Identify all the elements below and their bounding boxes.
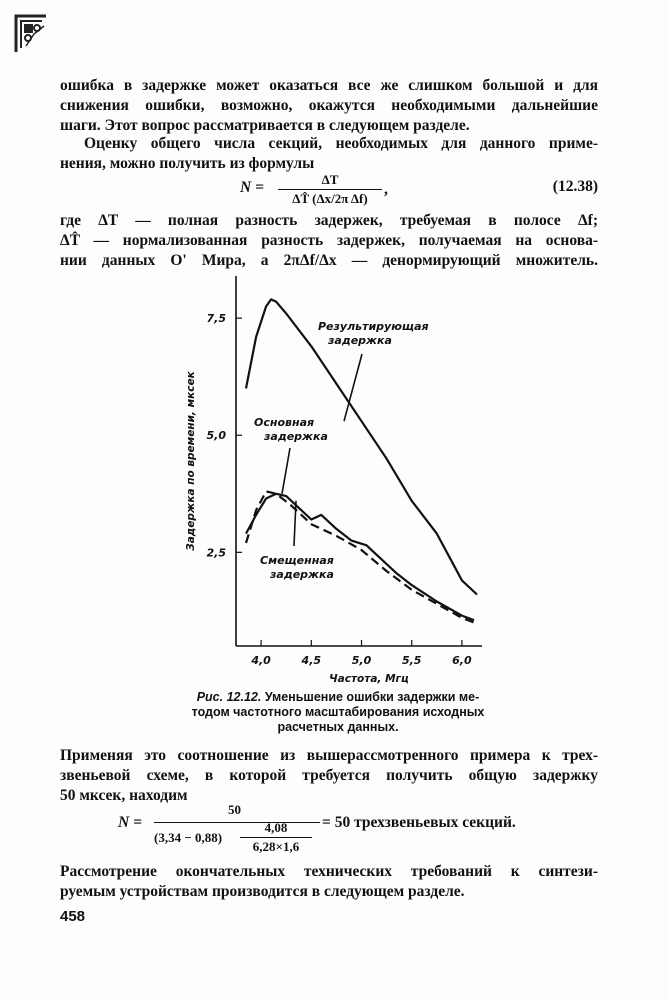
annotation-line1: Основная (254, 416, 315, 429)
formula-numerator: 50 (228, 802, 241, 817)
text-line: нии данных О' Мира, а 2πΔf/Δx — денормирующий множитель. (60, 252, 598, 269)
text-line: снижения ошибки, возможно, окажутся необходимыми дальнейшие (60, 97, 598, 114)
annotation-line1: Результирующая (318, 320, 429, 333)
y-tick-label: 2,5 (206, 546, 226, 560)
inner-fraction (240, 820, 312, 855)
annotation-line2: задержка (328, 334, 392, 347)
x-tick-label: 5,0 (351, 654, 372, 667)
text-line: Оценку общего числа секций, необходимых для данного приме- (84, 135, 598, 152)
annotation-line2: задержка (270, 568, 334, 581)
text-line: ошибка в задержке может оказаться все же слишком большой и для (60, 77, 598, 94)
caption-text-2: тодом частотного масштабирования исходных (191, 705, 485, 719)
formula-result: = 50 трехзвеньевых секций. (322, 814, 516, 831)
paragraph-1 (60, 76, 598, 136)
formula-comma: , (384, 181, 388, 198)
text-line: где ΔT — полная разность задержек, требуемая в полосе Δf; (60, 212, 598, 229)
equation-number: (12.38) (552, 178, 598, 195)
annotation-line1: Смещенная (260, 554, 334, 567)
inner-denominator: 6,28×1,6 (252, 839, 300, 854)
text-line: звеньевой схеме, в которой требуется получить общую задержку (60, 767, 598, 784)
paragraph-4 (60, 746, 598, 806)
formula-sections (118, 802, 598, 860)
inner-numerator: 4,08 (240, 820, 312, 838)
y-axis-label: Задержка по времени, мксек (185, 371, 197, 551)
annotation-line2: задержка (264, 430, 328, 443)
text-line: шаги. Этот вопрос рассматривается в следующем разделе. (60, 117, 470, 134)
text-line: нения, можно получить из формулы (60, 155, 315, 172)
caption-text-1: Уменьшение ошибки задержки ме- (264, 690, 480, 704)
corner-ornament-icon (14, 14, 48, 54)
x-tick-label: 5,5 (401, 654, 422, 667)
formula-lhs: N = (240, 179, 264, 196)
y-tick-label: 5,0 (206, 429, 226, 443)
text-line: ΔT̂ — нормализованная разность задержек, получаемая на основа- (60, 232, 598, 249)
text-line: 50 мксек, находим (60, 787, 188, 804)
formula-fraction (278, 172, 382, 207)
delay-frequency-chart (170, 268, 500, 688)
x-tick-label: 4,0 (251, 654, 271, 667)
figure-label: Рис. 12.12. (196, 690, 265, 704)
text-line: Рассмотрение окончательных технических требований к синтези- (60, 863, 598, 880)
paragraph-3 (60, 211, 598, 271)
figure-caption (178, 690, 498, 735)
paragraph-2 (60, 134, 598, 174)
paragraph-5 (60, 862, 598, 902)
y-tick-label: 7,5 (206, 312, 226, 326)
annotation-leader (282, 448, 290, 494)
formula-denom-left: (3,34 − 0,88) (154, 830, 223, 845)
annotation-leader (344, 354, 362, 421)
caption-text-3: расчетных данных. (277, 720, 399, 734)
x-tick-label: 4,5 (301, 654, 322, 667)
formula-lhs: N = (118, 814, 142, 831)
page-number: 458 (60, 908, 86, 925)
text-line: Применяя это соотношение из вышерассмотренного примера к трех- (60, 747, 598, 764)
formula-denominator: ΔT̂ (Δx/2π Δf) (292, 191, 368, 206)
formula-numerator: ΔT (278, 172, 382, 190)
text-line: руемым устройствам производится в следующем разделе. (60, 883, 465, 900)
x-axis-label: Частота, Мгц (329, 673, 409, 685)
formula-12-38 (238, 172, 598, 214)
x-tick-label: 6,0 (452, 654, 472, 667)
